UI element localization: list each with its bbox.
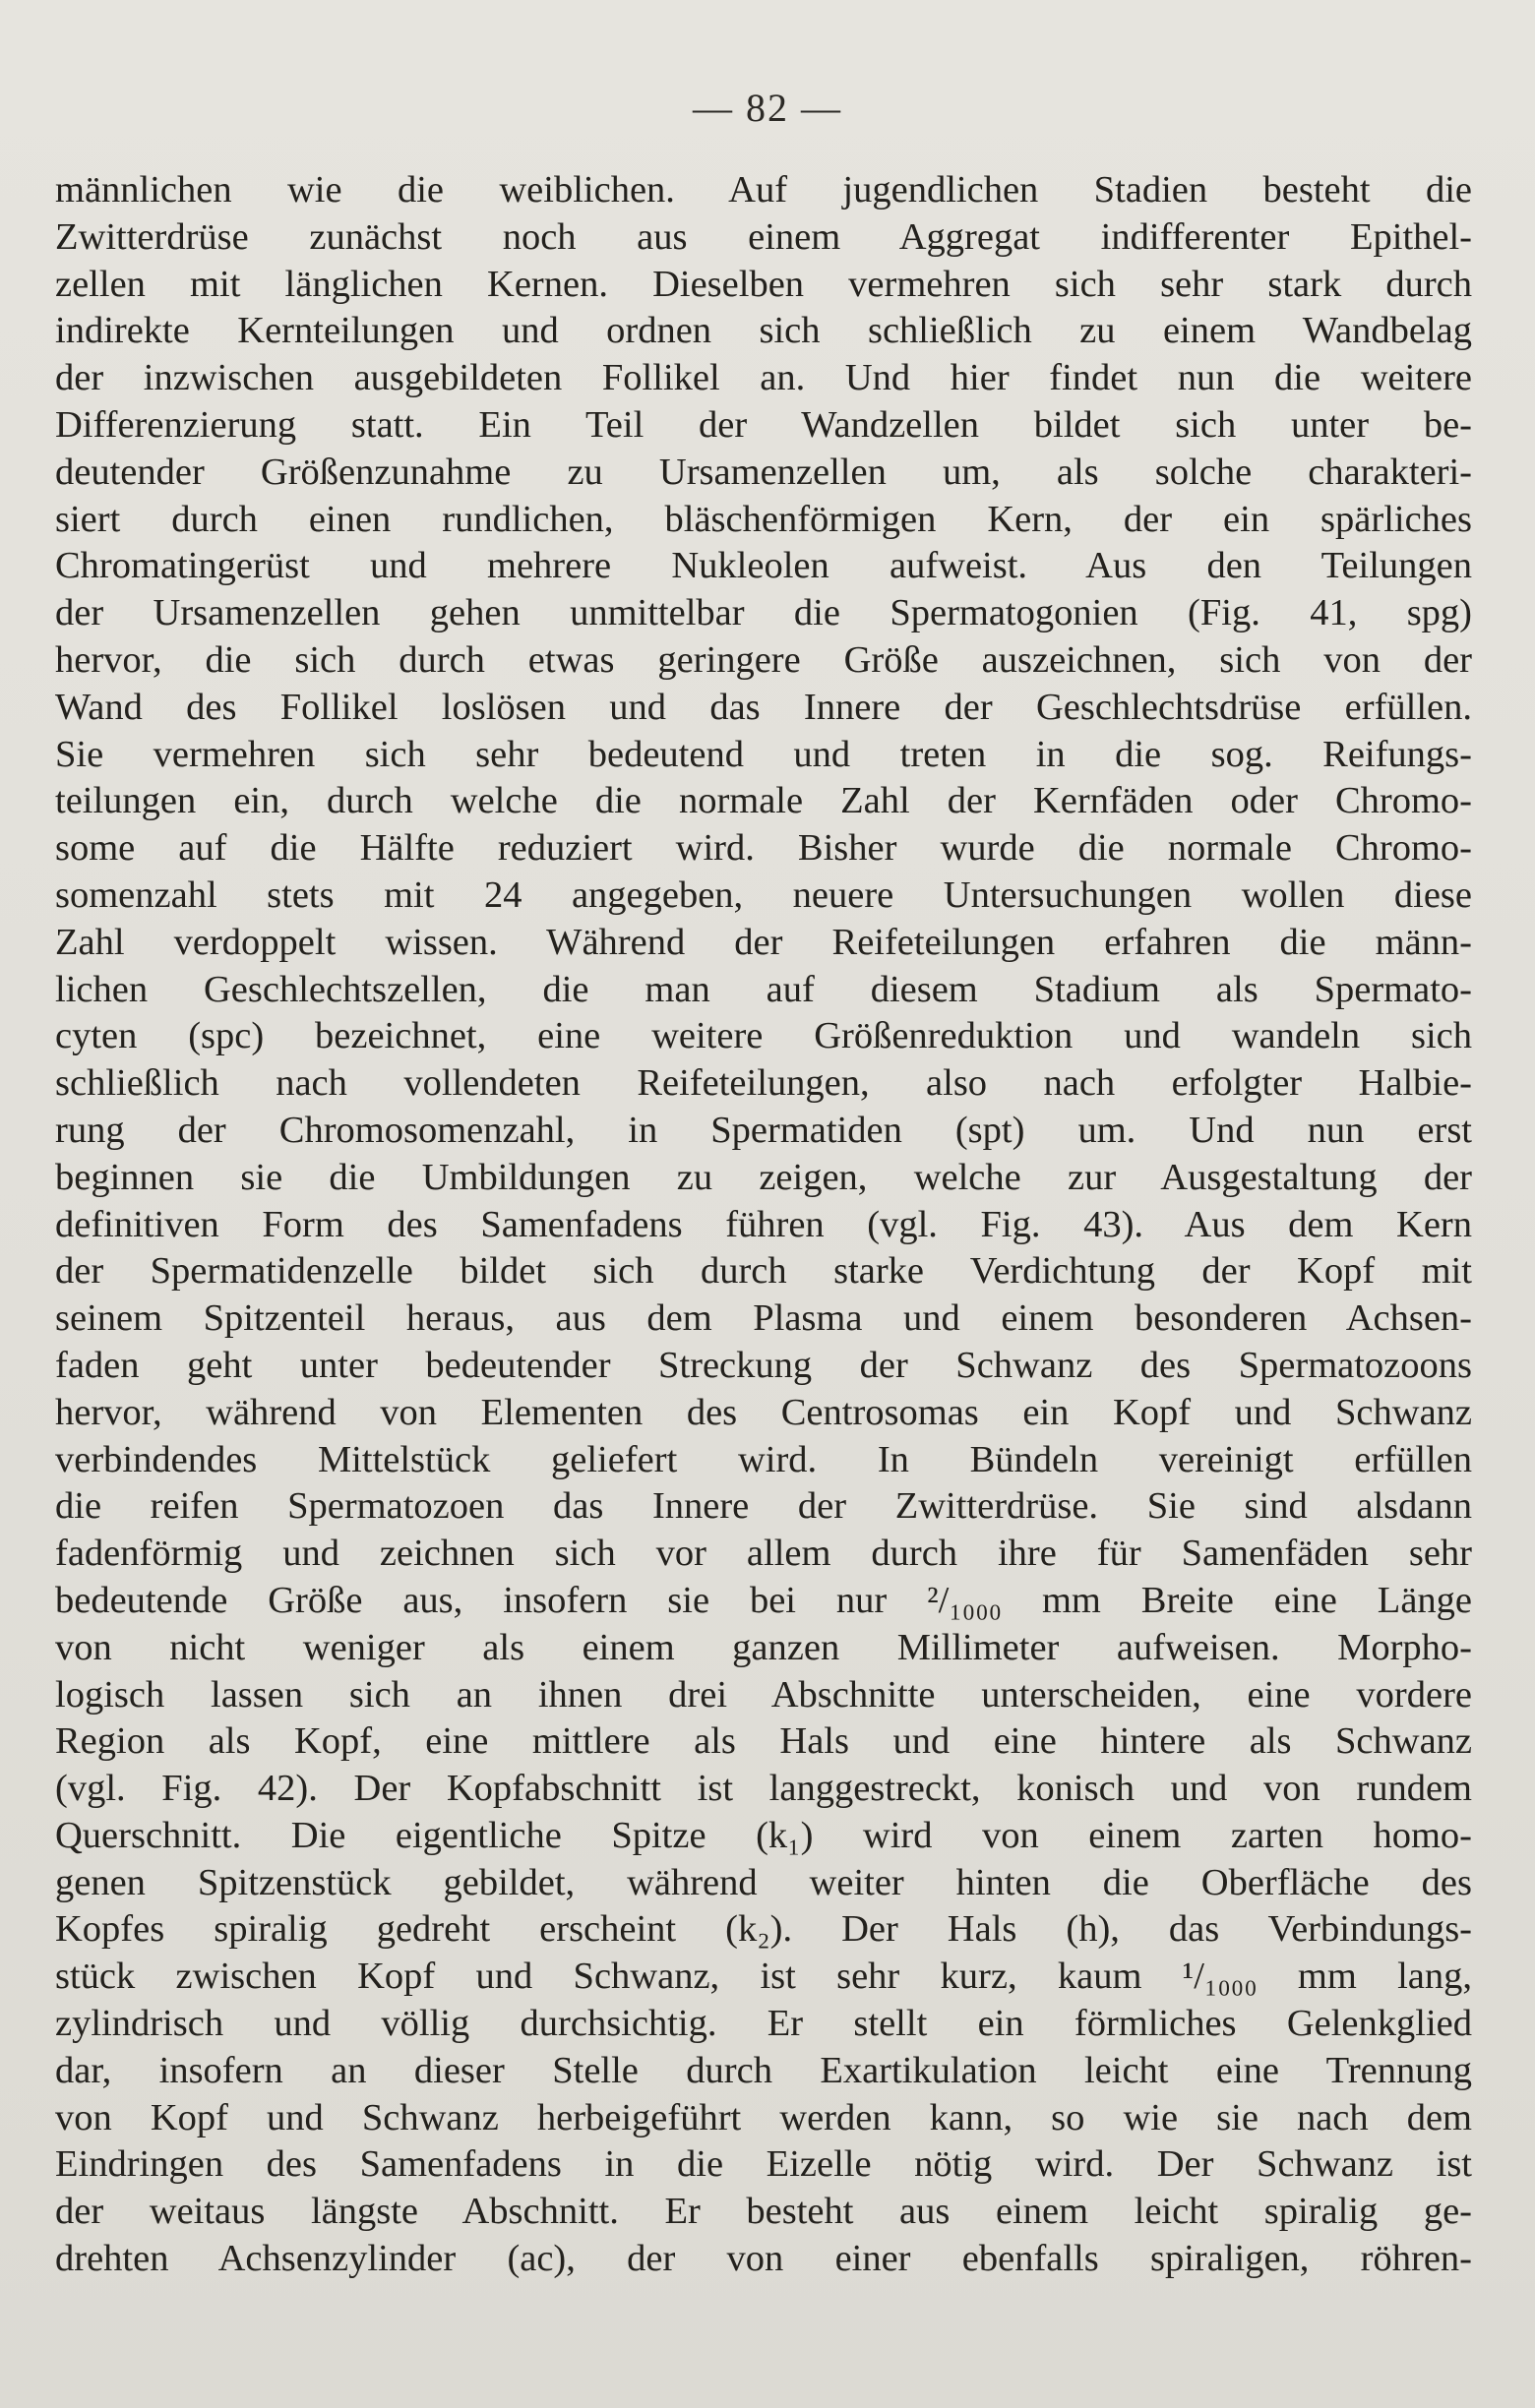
text-line: Eindringen des Samenfadens in die Eizelle nötig wird. Der Schwanz ist <box>55 2143 1472 2186</box>
text-line: indirekte Kernteilungen und ordnen sich schließlich zu einem Wandbelag <box>55 310 1472 352</box>
text-line: Querschnitt. Die eigentliche Spitze (k₁) wird von einem zarten homo- <box>55 1814 1472 1856</box>
text-line: von nicht weniger als einem ganzen Millimeter aufweisen. Morpho- <box>55 1626 1472 1668</box>
text-line: rung der Chromosomenzahl, in Spermatiden (spt) um. Und nun erst <box>55 1109 1472 1151</box>
text-line: siert durch einen rundlichen, bläschenförmigen Kern, der ein spärliches <box>55 498 1472 540</box>
text-line: genen Spitzenstück gebildet, während weiter hinten die Oberfläche des <box>55 1861 1472 1903</box>
text-line: cyten (spc) bezeichnet, eine weitere Größenreduktion und wandeln sich <box>55 1015 1472 1057</box>
text-line: Region als Kopf, eine mittlere als Hals und eine hintere als Schwanz <box>55 1720 1472 1763</box>
text-line: deutender Größenzunahme zu Ursamenzellen um, als solche charakteri- <box>55 451 1472 493</box>
text-line: der weitaus längste Abschnitt. Er besteht aus einem leicht spiralig ge- <box>55 2191 1472 2233</box>
text-line: Zahl verdoppelt wissen. Während der Reifeteilungen erfahren die männ- <box>55 921 1472 963</box>
text-line: drehten Achsenzylinder (ac), der von einer ebenfalls spiraligen, röhren- <box>55 2238 1472 2280</box>
page-number: — 82 — <box>693 86 842 130</box>
text-line: seinem Spitzenteil heraus, aus dem Plasma und einem besonderen Achsen- <box>55 1297 1472 1340</box>
text-line: Wand des Follikel loslösen und das Innere der Geschlechtsdrüse erfüllen. <box>55 686 1472 728</box>
text-line: der inzwischen ausgebildeten Follikel an. Und hier findet nun die weitere <box>55 357 1472 399</box>
text-line: Kopfes spiralig gedreht erscheint (k₂). Der Hals (h), das Verbindungs- <box>55 1908 1472 1951</box>
text-line: bedeutende Größe aus, insofern sie bei nur ²/₁₀₀₀ mm Breite eine Länge <box>55 1579 1472 1621</box>
text-line: zellen mit länglichen Kernen. Dieselben vermehren sich sehr stark durch <box>55 263 1472 305</box>
text-line: der Ursamenzellen gehen unmittelbar die Spermatogonien (Fig. 41, spg) <box>55 592 1472 634</box>
text-line: der Spermatidenzelle bildet sich durch starke Verdichtung der Kopf mit <box>55 1250 1472 1293</box>
text-line: Differenzierung statt. Ein Teil der Wandzellen bildet sich unter be- <box>55 403 1472 446</box>
text-line: verbindendes Mittelstück geliefert wird. In Bündeln vereinigt erfüllen <box>55 1438 1472 1480</box>
text-line: Zwitterdrüse zunächst noch aus einem Aggregat indifferenter Epithel- <box>55 215 1472 258</box>
text-line: zylindrisch und völlig durchsichtig. Er stellt ein förmliches Gelenkglied <box>55 2003 1472 2045</box>
text-line: schließlich nach vollendeten Reifeteilungen, also nach erfolgter Halbie- <box>55 1062 1472 1105</box>
text-line: hervor, während von Elementen des Centrosomas ein Kopf und Schwanz <box>55 1391 1472 1433</box>
text-line: beginnen sie die Umbildungen zu zeigen, welche zur Ausgestaltung der <box>55 1156 1472 1198</box>
text-line: (vgl. Fig. 42). Der Kopfabschnitt ist langgestreckt, konisch und von rundem <box>55 1768 1472 1810</box>
text-line: definitiven Form des Samenfadens führen (vgl. Fig. 43). Aus dem Kern <box>55 1203 1472 1245</box>
text-line: lichen Geschlechtszellen, die man auf diesem Stadium als Spermato- <box>55 968 1472 1010</box>
text-line: Chromatingerüst und mehrere Nukleolen aufweist. Aus den Teilungen <box>55 545 1472 587</box>
text-line: dar, insofern an dieser Stelle durch Exartikulation leicht eine Trennung <box>55 2049 1472 2091</box>
text-line: hervor, die sich durch etwas geringere Größe auszeichnen, sich von der <box>55 638 1472 681</box>
text-line: Sie vermehren sich sehr bedeutend und treten in die sog. Reifungs- <box>55 733 1472 775</box>
text-line: stück zwischen Kopf und Schwanz, ist sehr kurz, kaum ¹/₁₀₀₀ mm lang, <box>55 1956 1472 1998</box>
body-text <box>55 167 1472 2283</box>
text-line: fadenförmig und zeichnen sich vor allem durch ihre für Samenfäden sehr <box>55 1533 1472 1575</box>
text-line: teilungen ein, durch welche die normale Zahl der Kernfäden oder Chromo- <box>55 780 1472 822</box>
text-line: logisch lassen sich an ihnen drei Abschnitte unterscheiden, eine vordere <box>55 1673 1472 1716</box>
text-line: männlichen wie die weiblichen. Auf jugendlichen Stadien besteht die <box>55 169 1472 211</box>
text-line: somenzahl stets mit 24 angegeben, neuere Untersuchungen wollen diese <box>55 873 1472 916</box>
text-line: die reifen Spermatozoen das Innere der Zwitterdrüse. Sie sind alsdann <box>55 1485 1472 1528</box>
text-line: some auf die Hälfte reduziert wird. Bisher wurde die normale Chromo- <box>55 827 1472 870</box>
text-line: von Kopf und Schwanz herbeigeführt werden kann, so wie sie nach dem <box>55 2096 1472 2138</box>
text-line: faden geht unter bedeutender Streckung der Schwanz des Spermatozoons <box>55 1344 1472 1386</box>
